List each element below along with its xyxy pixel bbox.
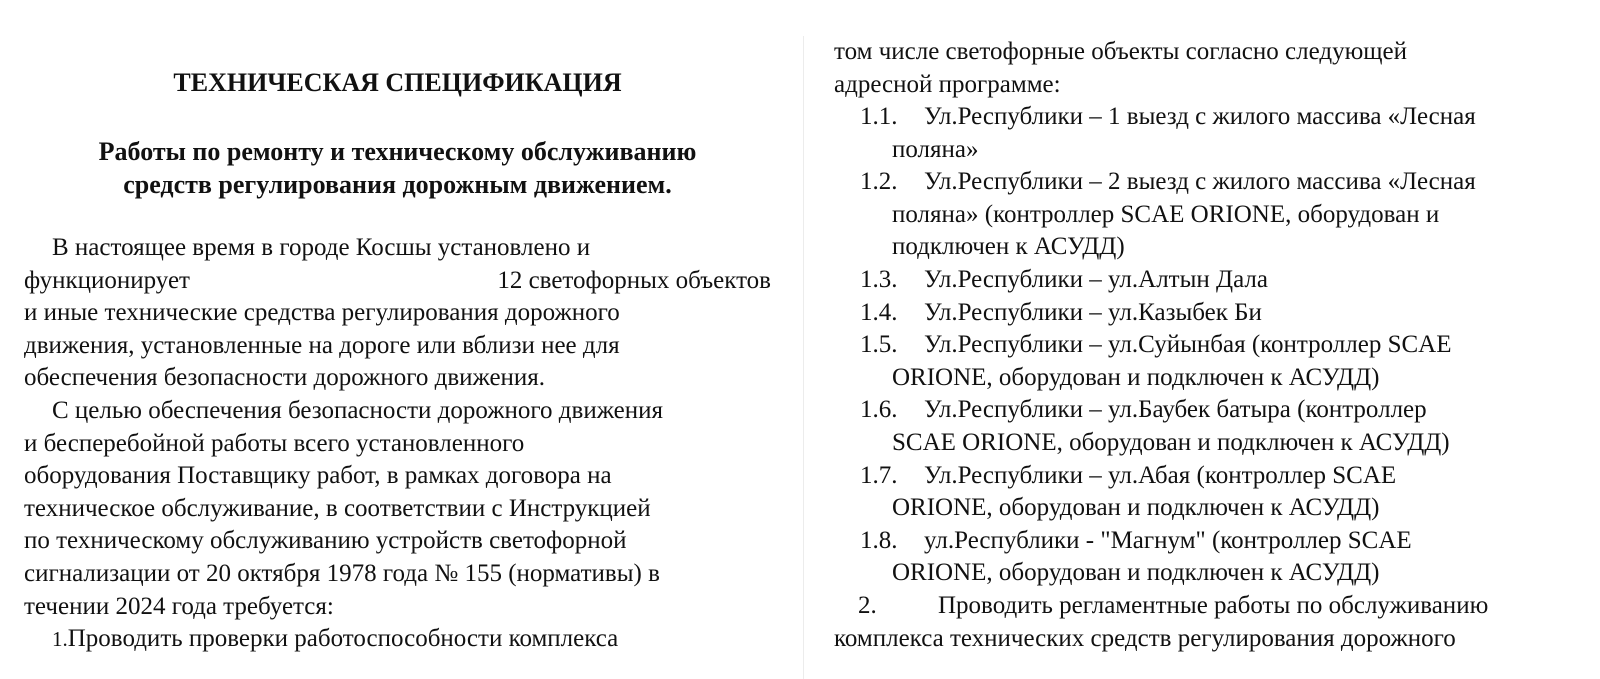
address-item-line: Ул.Республики – ул.Абая (контроллер SCAE [924,461,1397,489]
para2-line-5: по техническому обслуживанию устройств светофорной [24,527,627,555]
para2-line-3: оборудования Поставщику работ, в рамках договора на [24,462,612,490]
address-item-line: Ул.Республики – 1 выезд с жилого массива «Лесная [924,103,1476,130]
right-intro [834,36,1584,101]
document-title: ТЕХНИЧЕСКАЯ СПЕЦИФИКАЦИЯ [173,68,622,97]
para2-line-2: и бесперебойной работы всего установленного [24,429,525,457]
column-divider [803,36,804,679]
right-intro-line-1: том числе светофорные объекты согласно следующей [834,38,1407,65]
para2-line-4: техническое обслуживание, в соответствии с Инструкцией [24,494,651,522]
list-item-2 [834,590,1584,655]
address-item-line: Ул.Республики – ул.Баубек батыра (контроллер [924,396,1427,424]
address-item-number: 1.6. [860,396,898,424]
address-item-number: 1.4. [860,298,898,326]
item1-number: 1. [52,627,68,651]
para1-line-1: В настоящее время в городе Косшы установлено и [52,234,591,261]
item2-number: 2. [858,592,877,619]
address-item-line: ORIONE, оборудован и подключен к АСУДД) [892,494,1380,522]
address-item-line: ORIONE, оборудован и подключен к АСУДД) [892,559,1380,587]
address-item-number: 1.8. [860,526,898,554]
para1-line-2a: функционирует [24,266,190,294]
right-intro-line-2: адресной программе: [834,70,1061,98]
para1-line-3: и иные технические средства регулирования дорожного [24,299,620,327]
para1-line-5: обеспечения безопасности дорожного движения. [24,364,546,392]
address-item-number: 1.2. [860,168,898,196]
address-item-number: 1.1. [860,103,898,130]
para2-line-1: С целью обеспечения безопасности дорожного движения [52,397,664,424]
paragraph-1 [24,232,771,395]
para2-line-7: течении 2024 года требуется: [24,592,334,620]
para1-line-4: движения, установленные на дороге или вблизи нее для [24,331,620,359]
address-item-line: SCAE ORIONE, оборудован и подключен к АСУДД) [892,428,1450,456]
item1-text: Проводить проверки работоспособности комплекса [67,625,619,652]
subtitle-line-2: средств регулирования дорожным движением. [123,170,672,199]
address-item-line: Ул.Республики – ул.Суйынбая (контроллер SCAE [924,331,1452,359]
address-item-line: ул.Республики - "Магнум" (контроллер SCAE [924,526,1412,554]
address-item-number: 1.3. [860,266,898,293]
address-item-number: 1.7. [860,461,898,489]
document-subtitle [24,135,771,201]
list-item-1 [24,623,771,656]
subtitle-line-1: Работы по ремонту и техническому обслуживанию [98,137,697,166]
address-item-line: Ул.Республики – 2 выезд с жилого массива «Лесная [924,168,1476,196]
address-item-number: 1.5. [860,331,898,359]
address-item-line: Ул.Республики – ул.Алтын Дала [924,266,1268,293]
address-item-line: поляна» (контроллер SCAE ORIONE, оборудован и [892,200,1440,228]
address-item-line: поляна» [892,135,979,163]
para2-line-6: сигнализации от 20 октября 1978 года № 155 (нормативы) в [24,559,660,587]
address-item-line: ORIONE, оборудован и подключен к АСУДД) [892,363,1380,391]
paragraph-2 [24,395,771,623]
address-item-line: подключен к АСУДД) [892,233,1125,261]
address-item-line: Ул.Республики – ул.Казыбек Би [924,298,1262,326]
para1-line-2b: 12 светофорных объектов [497,266,771,294]
item2-continuation: комплекса технических средств регулирования дорожного [834,624,1456,652]
item2-text: Проводить регламентные работы по обслуживанию [938,592,1489,619]
